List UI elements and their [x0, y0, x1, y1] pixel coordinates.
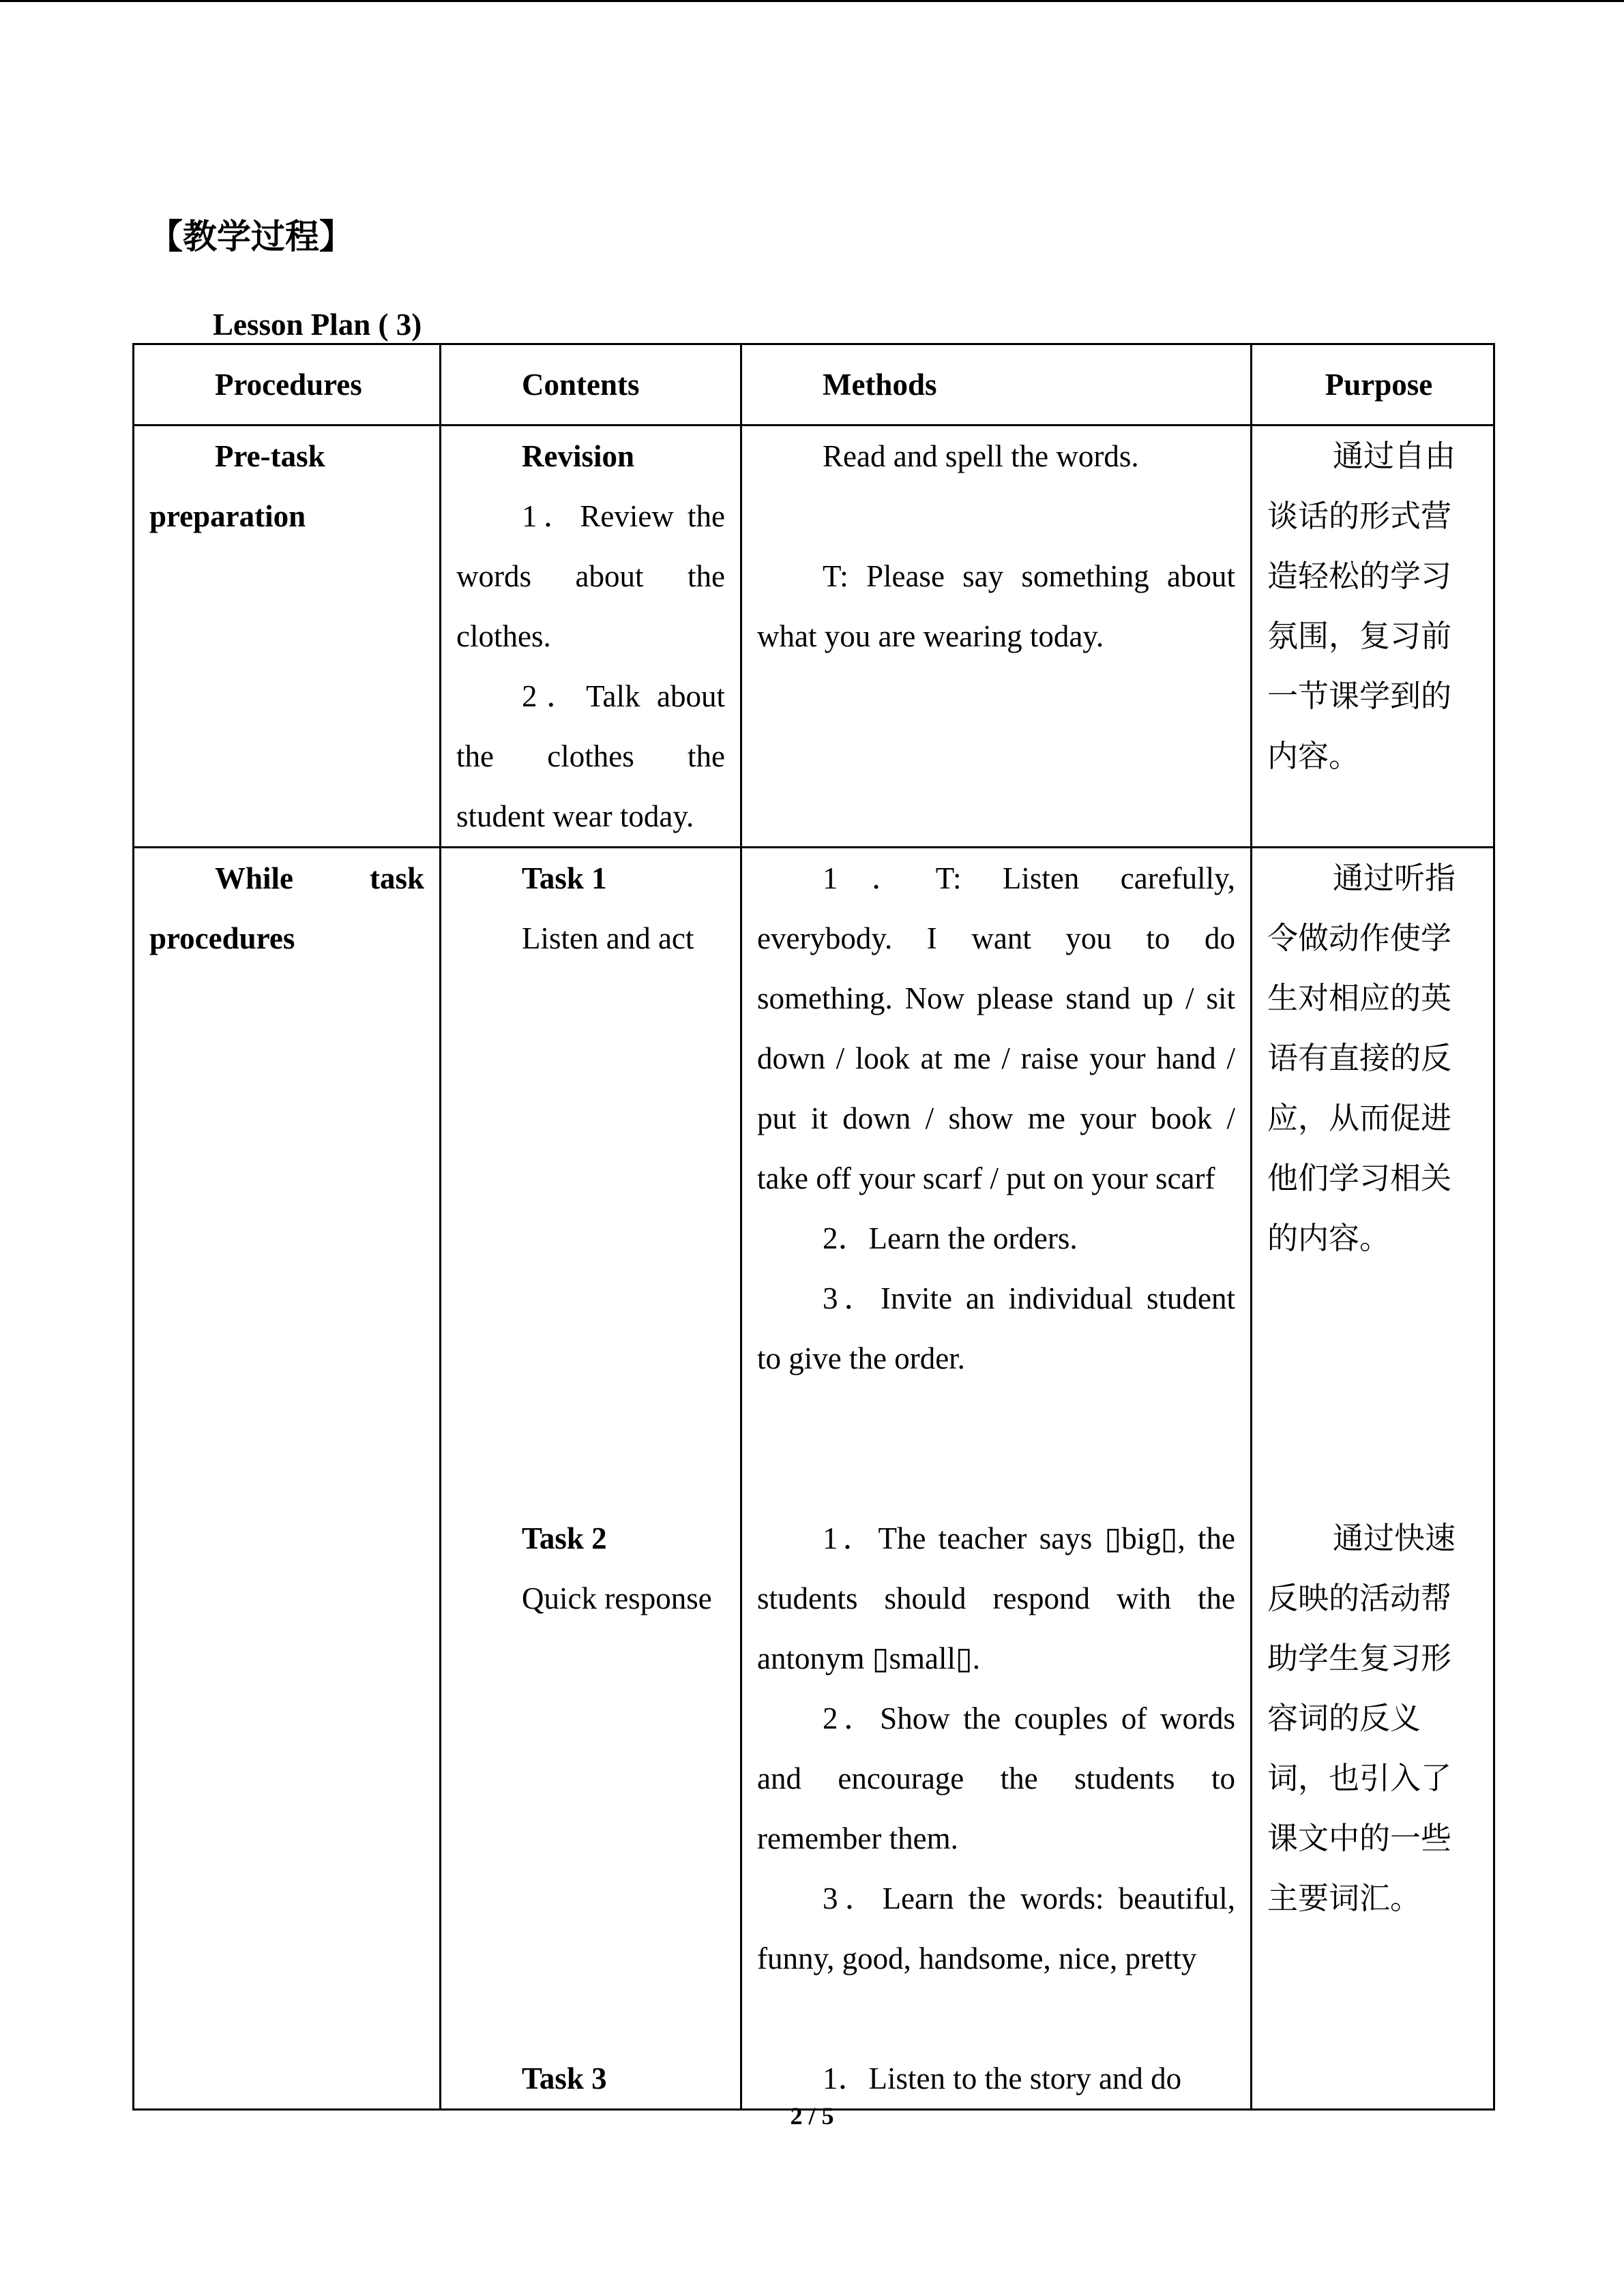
contents-item: 1．Review the words about the clothes.: [456, 499, 725, 653]
method-item: T: Please say something about what you are wearing today.: [757, 559, 1235, 653]
procedure-cell: [134, 848, 441, 2110]
methods-cell: [741, 426, 1252, 848]
contents-title: Revision: [522, 439, 635, 473]
purpose-cell: [1252, 848, 1494, 2110]
header-methods: Methods: [741, 344, 1252, 426]
lesson-plan-label: Lesson Plan ( 3): [213, 308, 422, 342]
top-border-line: [0, 0, 1624, 2]
purpose-text: 通过听指令做动作使学生对相应的英语有直接的反应，从而促进他们学习相关的内容。: [1267, 860, 1456, 1256]
task-title: Task 2: [522, 1521, 607, 1555]
method-item: 1．Listen to the story and do: [823, 2061, 1182, 2096]
purpose-text: 通过快速反映的活动帮助学生复习形容词的反义词，也引入了课文中的一些主要词汇。: [1267, 1520, 1456, 1916]
contents-item: 2．Talk about the clothes the student wear today.: [456, 679, 725, 833]
table-row: [134, 848, 1494, 2110]
task-subtitle: Quick response: [522, 1581, 712, 1615]
method-item: 3．Learn the words: beautiful, funny, good, handsome, nice, pretty: [757, 1881, 1235, 1976]
contents-cell: [441, 426, 741, 848]
procedure-cell: [134, 426, 441, 848]
task-title: Task 3: [522, 2061, 607, 2096]
procedure-label: Pre-task preparation: [149, 439, 325, 533]
method-item: 3．Invite an individual student to give the order.: [757, 1281, 1235, 1375]
header-contents: Contents: [441, 344, 741, 426]
task-title: Task 1: [522, 861, 607, 895]
method-item: 1．The teacher says ▯big▯, the students should respond with the antonym ▯small▯.: [757, 1521, 1235, 1675]
method-item: 2．Show the couples of words and encourage the students to remember them.: [757, 1701, 1235, 1855]
table-header-row: [134, 344, 1494, 426]
method-item: 2．Learn the orders.: [823, 1221, 1078, 1255]
header-purpose: Purpose: [1252, 344, 1494, 426]
table-row: [134, 426, 1494, 848]
procedure-label: While task procedures: [149, 861, 424, 955]
method-item: 1．T: Listen carefully, everybody. I want you to do something. Now please stand up / sit down / look at me / raise your hand / put it down / show me your book / take off your scarf / put on your scarf: [757, 861, 1235, 1195]
task-subtitle: Listen and act: [522, 921, 694, 955]
lesson-plan-table: [132, 343, 1495, 2111]
contents-cell: [441, 848, 741, 2110]
header-procedures: Procedures: [134, 344, 441, 426]
page-number: 2 / 5: [790, 2102, 834, 2130]
purpose-text: 通过自由谈话的形式营造轻松的学习氛围，复习前一节课学到的内容。: [1267, 438, 1456, 774]
section-title: 【教学过程】: [149, 217, 353, 256]
purpose-cell: [1252, 426, 1494, 848]
methods-cell: [741, 848, 1252, 2110]
method-item: Read and spell the words.: [823, 439, 1139, 473]
